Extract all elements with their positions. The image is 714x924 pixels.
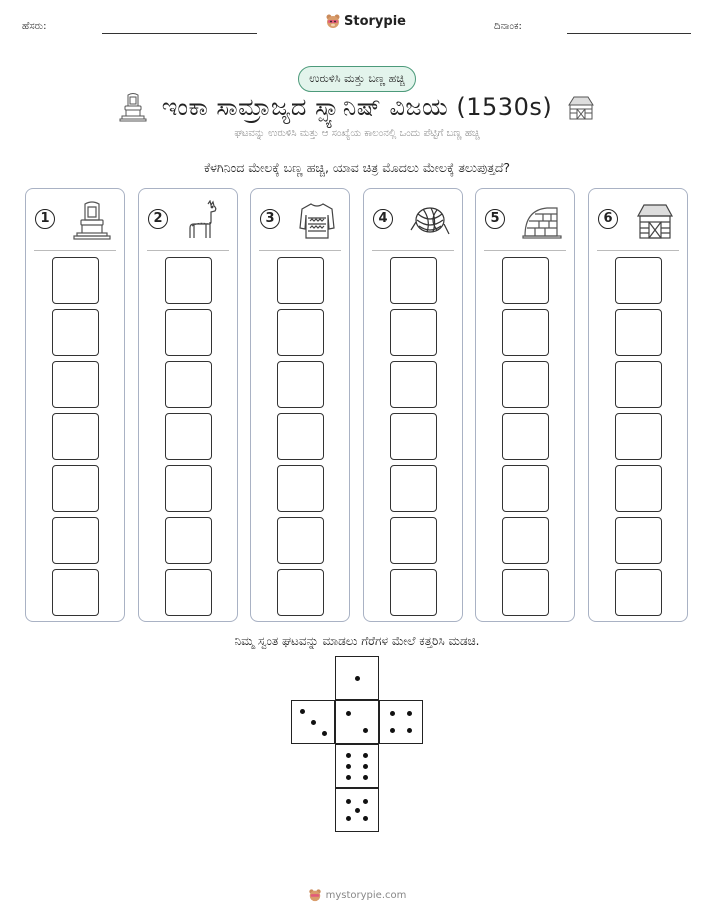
color-box[interactable] (615, 569, 662, 616)
dice-pip (363, 816, 368, 821)
dice-pip (346, 711, 351, 716)
column-divider (147, 250, 229, 251)
dice-pip (390, 728, 395, 733)
column-header (139, 189, 237, 251)
color-box[interactable] (52, 465, 99, 512)
bear-logo-icon (325, 13, 341, 29)
color-box[interactable] (165, 517, 212, 564)
dice-pip (311, 720, 316, 725)
color-box[interactable] (502, 413, 549, 460)
dice-face-5 (335, 788, 379, 832)
color-box[interactable] (502, 569, 549, 616)
color-box[interactable] (615, 465, 662, 512)
column-4 (363, 188, 463, 622)
dice-face-6 (335, 744, 379, 788)
color-box[interactable] (502, 257, 549, 304)
activity-badge: ಉರುಳಿಸಿ ಮತ್ತು ಬಣ್ಣ ಹಚ್ಚಿ (298, 66, 415, 92)
dice-face-4 (379, 700, 423, 744)
footer (308, 888, 407, 902)
dice-face-3 (291, 700, 335, 744)
column-divider (372, 250, 454, 251)
column-divider (597, 250, 679, 251)
color-box[interactable] (502, 465, 549, 512)
color-box[interactable] (277, 309, 324, 356)
dice-pip (346, 753, 351, 758)
column-2 (138, 188, 238, 622)
color-box[interactable] (390, 413, 437, 460)
color-box[interactable] (165, 309, 212, 356)
sweater-icon (296, 200, 338, 240)
storypie-logo (325, 13, 406, 29)
throne-icon (118, 92, 148, 122)
column-divider (484, 250, 566, 251)
column-header (251, 189, 349, 251)
column-divider (34, 250, 116, 251)
dice-face-2 (335, 700, 379, 744)
igloo-icon (521, 200, 563, 240)
column-5 (475, 188, 575, 622)
dice-pip (390, 711, 395, 716)
color-box[interactable] (52, 309, 99, 356)
color-box[interactable] (52, 517, 99, 564)
column-header (589, 189, 687, 251)
dice-pip (363, 799, 368, 804)
question: ಕೆಳಗಿನಿಂದ ಮೇಲಕ್ಕೆ ಬಣ್ಣ ಹಚ್ಚಿ, ಯಾವ ಚಿತ್ರ ಮೊದಲು ಮೇಲಕ್ಕೆ ತಲುಪುತ್ತದೆ? (203, 160, 511, 175)
color-box[interactable] (277, 569, 324, 616)
color-box[interactable] (165, 465, 212, 512)
color-box[interactable] (277, 413, 324, 460)
dice-pip (363, 728, 368, 733)
color-box[interactable] (390, 517, 437, 564)
dice-pip (346, 816, 351, 821)
color-box[interactable] (165, 569, 212, 616)
color-box[interactable] (502, 517, 549, 564)
column-header (476, 189, 574, 251)
brand-name: Storypie (344, 13, 406, 29)
yarn-icon (409, 200, 451, 240)
bear-logo-icon (308, 888, 322, 902)
dice-pip (355, 676, 360, 681)
barn-icon (566, 92, 596, 122)
dice-pip (363, 775, 368, 780)
llama-icon (184, 200, 226, 240)
color-box[interactable] (390, 309, 437, 356)
color-box[interactable] (390, 569, 437, 616)
date-line[interactable] (567, 33, 691, 34)
color-box[interactable] (52, 361, 99, 408)
color-box[interactable] (165, 257, 212, 304)
dice-pip (346, 764, 351, 769)
color-box[interactable] (615, 361, 662, 408)
dice-pip (346, 775, 351, 780)
color-box[interactable] (52, 413, 99, 460)
column-number: 1 (35, 209, 55, 229)
column-number: 6 (598, 209, 618, 229)
color-box[interactable] (390, 257, 437, 304)
column-1 (25, 188, 125, 622)
dice-pip (363, 753, 368, 758)
column-number: 4 (373, 209, 393, 229)
color-box[interactable] (390, 361, 437, 408)
color-box[interactable] (277, 257, 324, 304)
dice-pip (346, 799, 351, 804)
color-box[interactable] (615, 309, 662, 356)
column-header (26, 189, 124, 251)
column-number: 3 (260, 209, 280, 229)
column-3 (250, 188, 350, 622)
color-box[interactable] (165, 361, 212, 408)
name-line[interactable] (102, 33, 257, 34)
color-box[interactable] (277, 361, 324, 408)
color-box[interactable] (165, 413, 212, 460)
subtitle: ಘಟವನ್ನು ಉರುಳಿಸಿ ಮತ್ತು ಆ ಸಂಖ್ಯೆಯ ಕಾಲಂನಲ್ಲಿ ಒಂದು ಪೆಟ್ಟಿಗೆ ಬಣ್ಣ ಹಚ್ಚಿ (234, 128, 480, 139)
color-box[interactable] (277, 465, 324, 512)
color-box[interactable] (502, 361, 549, 408)
dice-pip (322, 731, 327, 736)
dice-face-1 (335, 656, 379, 700)
dice-pip (407, 711, 412, 716)
page-title: ಇಂಕಾ ಸಾಮ್ರಾಜ್ಯದ ಸ್ಪ್ಯಾನಿಷ್ ವಿಜಯ (1530s) (161, 93, 553, 121)
barn-icon (634, 200, 676, 240)
date-label: ದಿನಾಂಕ: (494, 21, 522, 32)
color-box[interactable] (52, 569, 99, 616)
dice-instruction: ನಿಮ್ಮ ಸ್ವಂತ ಘಟವನ್ನು ಮಾಡಲು ಗೆರೆಗಳ ಮೇಲೆ ಕತ್ತರಿಸಿ ಮಡಚಿ. (234, 634, 480, 648)
color-box[interactable] (390, 465, 437, 512)
column-divider (259, 250, 341, 251)
dice-pip (300, 709, 305, 714)
footer-url: mystorypie.com (325, 889, 407, 901)
color-box[interactable] (615, 257, 662, 304)
column-6 (588, 188, 688, 622)
dice-pip (407, 728, 412, 733)
dice-pip (363, 764, 368, 769)
throne-icon (71, 200, 113, 240)
color-box[interactable] (277, 517, 324, 564)
color-box[interactable] (615, 413, 662, 460)
name-label: ಹೆಸರು: (22, 21, 47, 32)
column-number: 5 (485, 209, 505, 229)
dice-pip (355, 808, 360, 813)
color-box[interactable] (52, 257, 99, 304)
column-header (364, 189, 462, 251)
column-number: 2 (148, 209, 168, 229)
color-box[interactable] (615, 517, 662, 564)
color-box[interactable] (502, 309, 549, 356)
